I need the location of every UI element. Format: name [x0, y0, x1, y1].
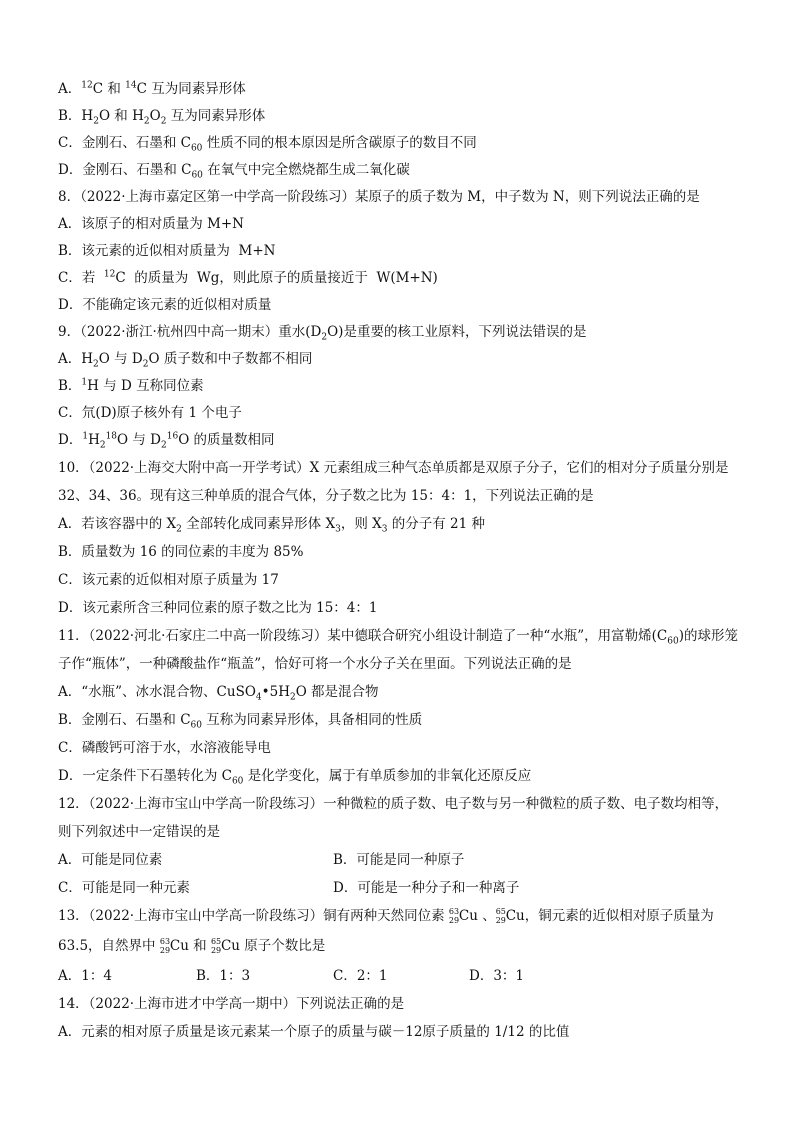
text-line-32: D．可能是一种分子和一种离子: [333, 880, 520, 896]
text-line-36: B．1：3: [196, 968, 251, 984]
text-line-31: C．可能是同一种元素: [58, 880, 190, 896]
text-line-21: 11．（2022·河北·石家庄二中高一阶段练习）某中德联合研究小组设计制造了一种“水瓶”，用富勒烯$(C_{60})$的球形笼: [58, 628, 738, 647]
text-line-16: 32、34、36。现有这三种单质的混合气体，分子数之比为 15：4：1，下列说法正确的是: [58, 488, 594, 504]
text-line-6: A．该原子的相对质量为 M+N: [58, 216, 244, 232]
text-line-35: A．1：4: [58, 968, 112, 984]
text-line-5: 8．（2022·上海市嘉定区第一中学高一阶段练习）某原子的质子数为 M，中子数为 N，则下列说法正确的是: [58, 189, 700, 205]
text-line-25: C．磷酸钙可溶于水，水溶液能导电: [58, 740, 271, 756]
text-line-34: 63.5，自然界中 63 29 Cu 和 65 29 Cu 原子个数比是: [58, 937, 326, 955]
text-line-14: D．$^1H_2^{18}O$ 与 $D_2^{16}O$ 的质量数相同: [58, 431, 275, 451]
text-line-27: 12．（2022·上海市宝山中学高一阶段练习）一种微粒的质子数、电子数与另一种微粒的质子数、电子数均相等，: [58, 796, 729, 812]
text-line-13: C．氘(D)原子核外有 1 个电子: [58, 405, 242, 421]
text-line-38: D．3：1: [469, 968, 525, 984]
text-line-11: A．$H_2O$ 与 $D_2O$ 质子数和中子数都不相同: [58, 351, 313, 370]
text-line-20: D．该元素所含三种同位素的原子数之比为 15：4：1: [58, 600, 378, 616]
text-line-4: D．金刚石、石墨和 $C_{60}$ 在氧气中完全燃烧都生成二氧化碳: [58, 162, 410, 181]
text-line-10: 9．（2022·浙江·杭州四中高一期末）重水$(D_2O)$是重要的核工业原料，下列说法错误的是: [58, 324, 587, 343]
text-line-37: C．2：1: [333, 968, 388, 984]
text-line-26: D．一定条件下石墨转化为 $C_{60}$ 是化学变化，属于有单质参加的非氧化还原反应: [58, 768, 532, 787]
text-line-22: 子作“瓶体”，一种磷酸盐作“瓶盖”，恰好可将一个水分子关在里面。下列说法正确的是: [58, 656, 572, 672]
text-line-18: B．质量数为 16 的同位素的丰度为 85%: [58, 544, 304, 560]
text-line-12: B．$^1$H 与 D 互称同位素: [58, 377, 204, 394]
text-line-17: A．若该容器中的 $X_2$ 全部转化成同素异形体 $X_3$，则 $X_3$ 的分子有 21 种: [58, 516, 486, 535]
text-line-8: C．若 $^{12}$C 的质量为 Wg，则此原子的质量接近于 W(M+N): [58, 269, 438, 286]
text-line-7: B．该元素的近似相对质量为 M+N: [58, 243, 276, 259]
text-line-30: B．可能是同一种原子: [333, 852, 465, 868]
text-line-39: 14．（2022·上海市进才中学高一期中）下列说法正确的是: [58, 996, 405, 1012]
text-line-9: D．不能确定该元素的近似相对质量: [58, 297, 272, 313]
text-line-24: B．金刚石、石墨和 $C_{60}$ 互称为同素异形体，具备相同的性质: [58, 712, 423, 731]
text-line-23: A．“水瓶”、冰水混合物、$CuSO_4•5H_2O$ 都是混合物: [58, 684, 379, 703]
text-line-19: C．该元素的近似相对原子质量为 17: [58, 572, 279, 588]
text-line-29: A．可能是同位素: [58, 852, 163, 868]
text-line-28: 则下列叙述中一定错误的是: [58, 824, 220, 840]
text-line-2: B．$H_2O$ 和 $H_2O_2$ 互为同素异形体: [58, 108, 266, 127]
text-line-15: 10．（2022·上海交大附中高一开学考试）X 元素组成三种气态单质都是双原子分子，它们的相对分子质量分别是: [58, 460, 729, 476]
text-line-33: 13．（2022·上海市宝山中学高一阶段练习）铜有两种天然同位素 63 29 Cu 、 65 29 Cu，铜元素的近似相对原子质量为: [58, 907, 714, 925]
text-line-3: C．金刚石、石墨和 $C_{60}$ 性质不同的根本原因是所含碳原子的数目不同: [58, 135, 477, 154]
text-line-1: A．$^{12}$C 和 $^{14}$C 互为同素异形体: [58, 80, 246, 97]
text-line-40: A．元素的相对原子质量是该元素某一个原子的质量与碳－12原子质量的 1/12 的比值: [58, 1024, 570, 1040]
